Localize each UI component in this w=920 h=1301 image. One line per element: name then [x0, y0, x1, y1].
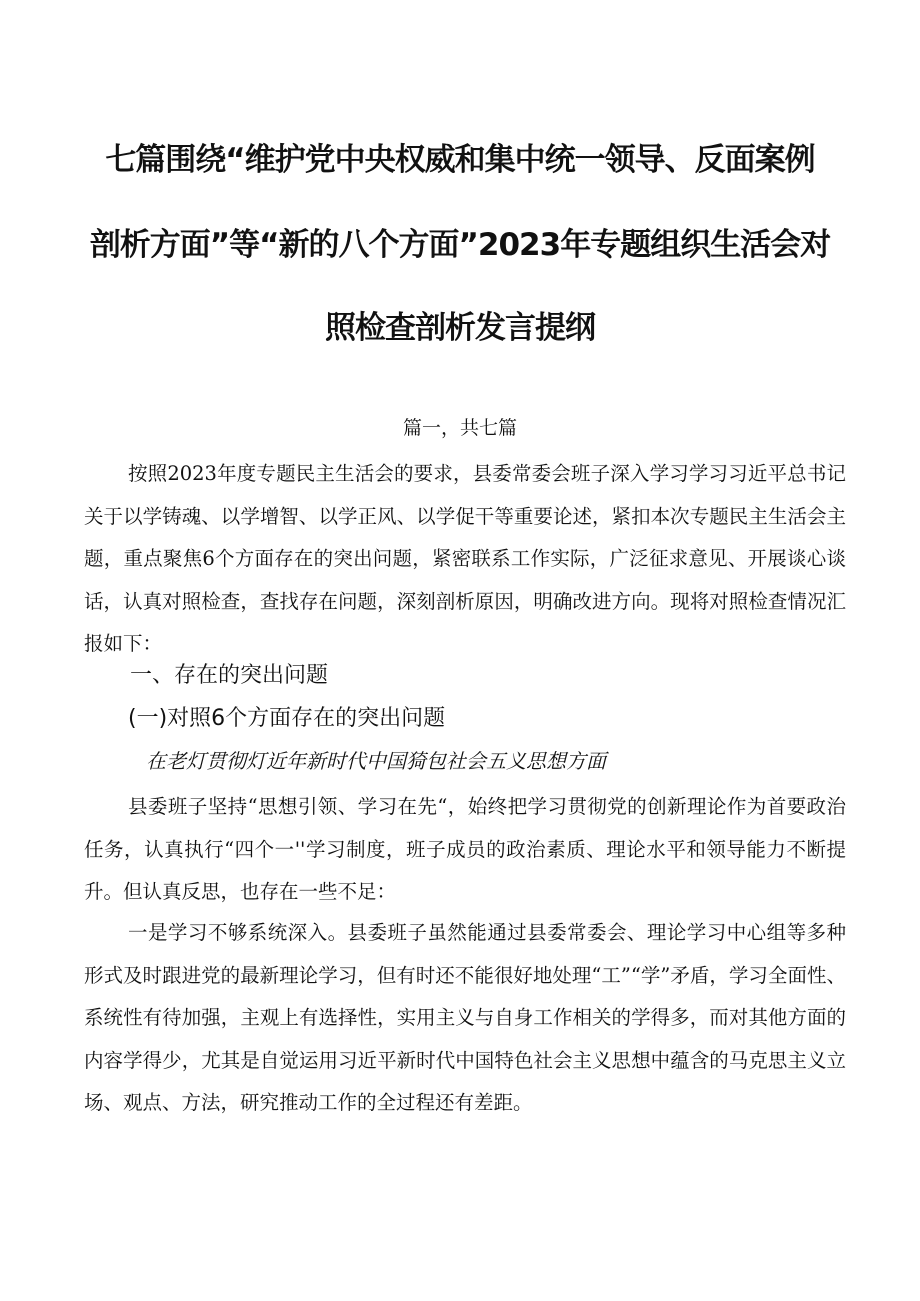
section-heading-1: 一、存在的突出问题: [130, 663, 329, 688]
document-title-line-3: 照检查剖析发言提纲: [325, 310, 595, 346]
section-heading-2: (一)对照6个方面存在的突出问题: [128, 706, 446, 731]
point-paragraph-1: 一是学习不够系统深入。县委班子虽然能通过县委常委会、理论学习中心组等多种形式及时跟进党的最新理论学习，但有时还不能很好地处理“工”“学”矛盾，学习全面性、系统性有待加强，主观上有选择性，实用主义与自身工作相关的学得多，而对其他方面的内容学得少，尤其是自觉运用习近平新时代中国特色社会主义思想中蕴含的马克思主义立场、观点、方法，研究推动工作的全过程还有差距。: [84, 921, 846, 1114]
section-heading-3: 在老灯贯彻灯近年新时代中国猗包社会五义思想方面: [146, 749, 606, 773]
document-subtitle: 篇一，共七篇: [402, 417, 517, 439]
section-paragraph: 县委班子坚持“思想引领、学习在先“，始终把学习贯彻党的创新理论作为首要政治任务，认真执行“四个一''学习制度，班子成员的政治素质、理论水平和领导能力不断提升。但认真反思，也存在一些不足：: [84, 795, 846, 903]
intro-paragraph: 按照2023年度专题民主生活会的要求，县委常委会班子深入学习学习习近平总书记关于以学铸魂、以学增智、以学正风、以学促干等重要论述，紧扣本次专题民主生活会主题，重点聚焦6个方面存在的突出问题，紧密联系工作实际，广泛征求意见、开展谈心谈话，认真对照检查，查找存在问题，深刻剖析原因，明确改进方向。现将对照检查情况汇报如下：: [84, 462, 846, 655]
document-title-line-1: 七篇围绕“维护党中央权威和集中统一领导、反面案例: [105, 142, 815, 178]
document-title-line-2: 剖析方面”等“新的八个方面”2023年专题组织生活会对: [89, 227, 831, 263]
